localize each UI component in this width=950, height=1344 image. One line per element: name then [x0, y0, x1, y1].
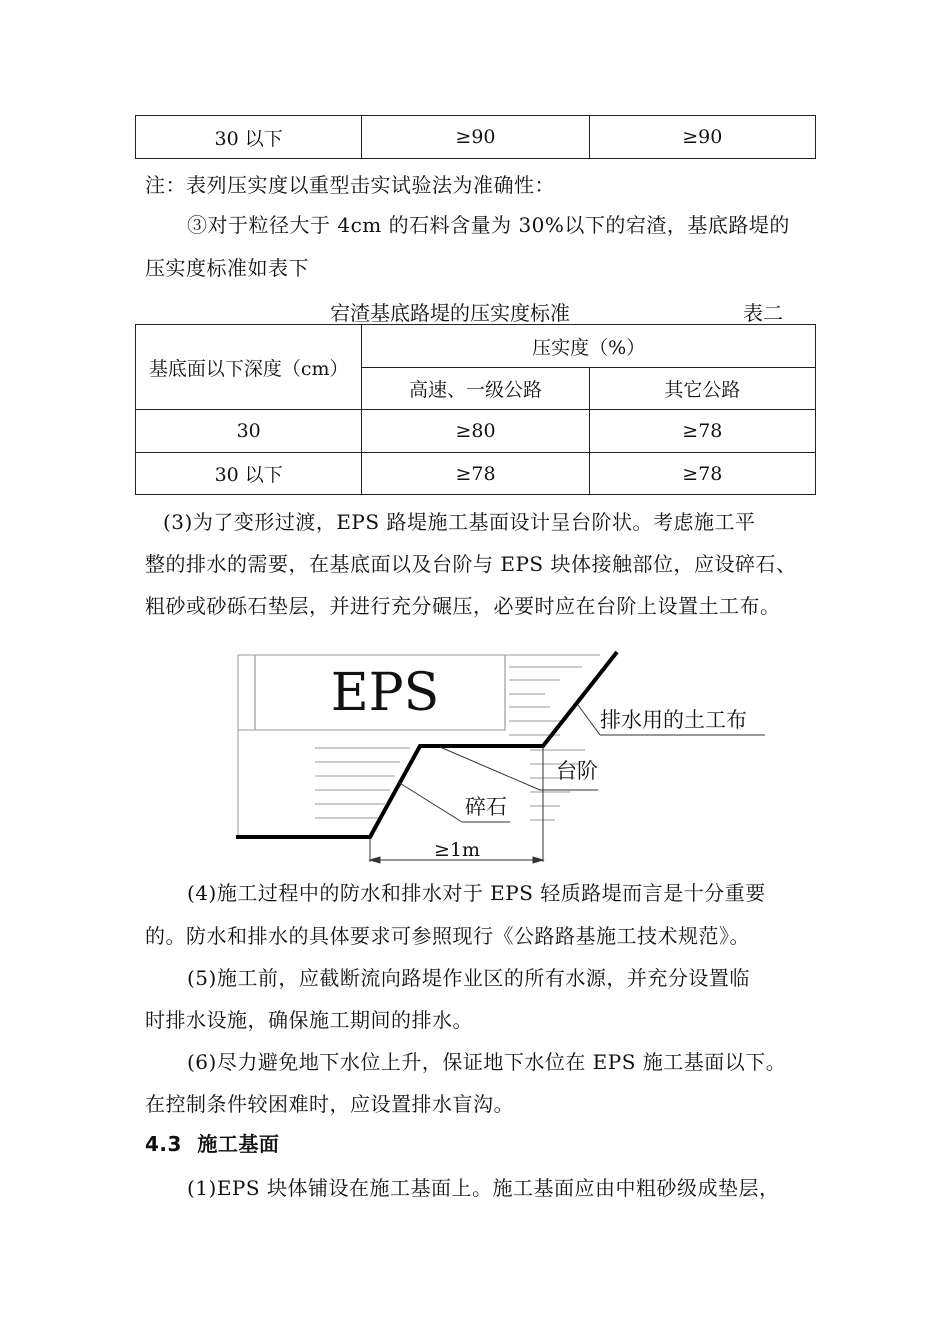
table-header-row — [136, 325, 816, 368]
eps-label: EPS — [330, 663, 440, 723]
para3-line3: 粗砂或砂砾石垫层，并进行充分碾压，必要时应在台阶上设置土工布。 — [145, 594, 781, 618]
item3-line1: ③对于粒径大于 4cm 的石料含量为 30%以下的宕渣，基底路堤的 — [187, 213, 790, 237]
para5-line1: (5)施工前，应截断流向路堤作业区的所有水源，并充分设置临 — [187, 966, 750, 990]
gravel-label: 碎石 — [465, 795, 507, 819]
section-title: 施工基面 — [197, 1132, 280, 1156]
para6-line2: 在控制条件较困难时，应设置排水盲沟。 — [145, 1092, 514, 1116]
header-compaction: 压实度（%） — [362, 325, 816, 368]
para4-line2: 的。防水和排水的具体要求可参照现行《公路路基施工技术规范》。 — [145, 924, 750, 948]
para7-line1: (1)EPS 块体铺设在施工基面上。施工基面应由中粗砂级成垫层， — [187, 1176, 780, 1200]
header-other: 其它公路 — [589, 368, 815, 410]
table-cell: ≥78 — [589, 410, 815, 453]
width-label: ≥1m — [433, 839, 481, 861]
step-label: 台阶 — [556, 759, 598, 783]
table-title: 宕渣基底路堤的压实度标准 — [330, 301, 570, 325]
section-number: 4.3 — [145, 1132, 182, 1156]
table-cell: ≥78 — [362, 453, 589, 495]
compaction-table-2 — [135, 324, 816, 495]
table-cell: ≥90 — [362, 116, 589, 159]
item3-line2: 压实度标准如表下 — [145, 256, 309, 280]
compaction-table-1-tail — [135, 115, 816, 159]
table-row — [136, 116, 816, 159]
section-heading — [145, 1133, 279, 1155]
para3-line2: 整的排水的需要，在基底面以及台阶与 EPS 块体接触部位，应设碎石、 — [145, 552, 797, 576]
table-cell: ≥78 — [589, 453, 815, 495]
table-note: 注：表列压实度以重型击实试验法为准确性： — [145, 173, 555, 197]
table-row — [136, 410, 816, 453]
table-cell: 30 — [136, 410, 362, 453]
para4-line1: (4)施工过程中的防水和排水对于 EPS 轻质路堤而言是十分重要 — [187, 881, 766, 905]
eps-step-diagram — [0, 640, 950, 870]
table-row — [136, 453, 816, 495]
header-depth: 基底面以下深度（cm） — [136, 325, 362, 410]
geotextile-label: 排水用的土工布 — [600, 708, 747, 732]
table-cell: 30 以下 — [136, 453, 362, 495]
para6-line1: (6)尽力避免地下水位上升，保证地下水位在 EPS 施工基面以下。 — [187, 1050, 787, 1074]
header-highway: 高速、一级公路 — [362, 368, 589, 410]
table-cell: ≥90 — [589, 116, 815, 159]
para3-line1: (3)为了变形过渡，EPS 路堤施工基面设计呈台阶状。考虑施工平 — [163, 510, 756, 534]
table-label: 表二 — [743, 301, 783, 325]
para5-line2: 时排水设施，确保施工期间的排水。 — [145, 1008, 473, 1032]
table-cell: 30 以下 — [136, 116, 362, 159]
table-cell: ≥80 — [362, 410, 589, 453]
